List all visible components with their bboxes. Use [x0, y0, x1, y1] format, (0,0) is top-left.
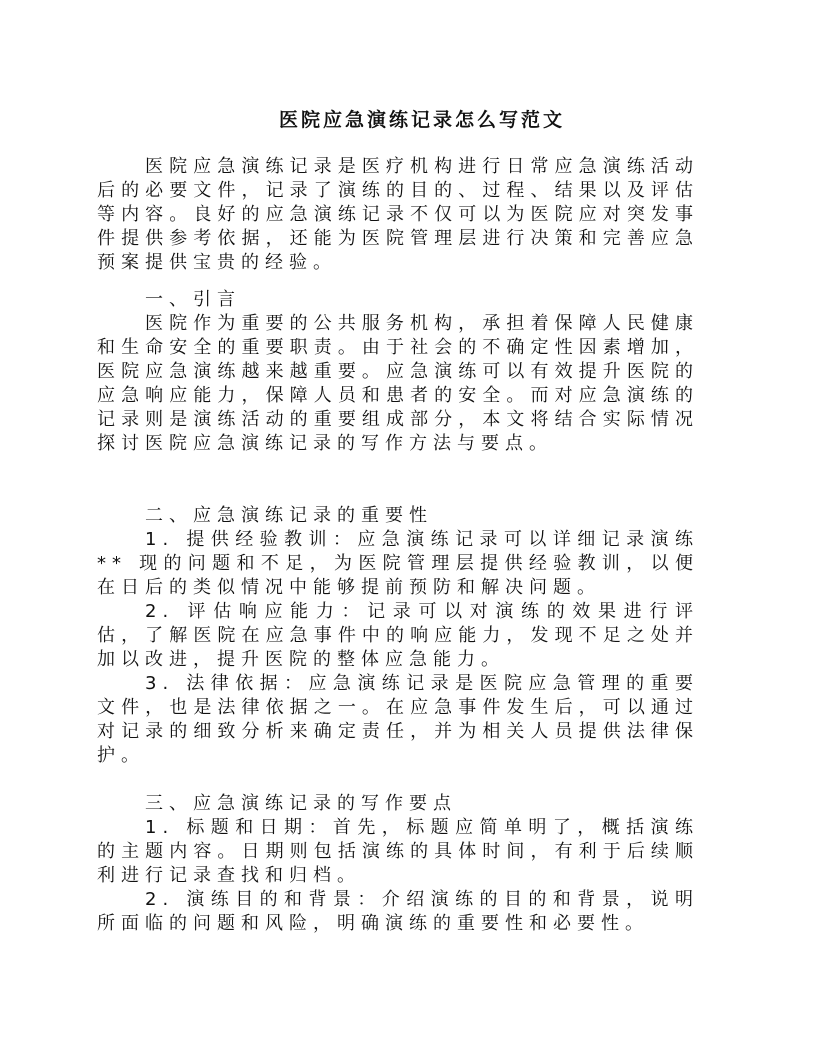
section-heading-2: 二、应急演练记录的重要性 — [145, 505, 433, 526]
intro-paragraph: 医院应急演练记录是医疗机构进行日常应急演练活动后的必要文件，记录了演练的目的、过程、结果以及评估等内容。良好的应急演练记录不仅可以为医院应对突发事件提供参考依据，还能为医院管理层进行决策和完善应急预案提供宝贵的经验。 — [97, 156, 699, 273]
section-3-item-2: 2. 演练目的和背景：介绍演练的目的和背景，说明所面临的问题和风险，明确演练的重要性和必要性。 — [97, 889, 699, 934]
document-title: 医院应急演练记录怎么写范文 — [278, 109, 565, 131]
section-2-item-3: 3. 法律依据：应急演练记录是医院应急管理的重要文件，也是法律依据之一。在应急事件发生后，可以通过对记录的细致分析来确定责任，并为相关人员提供法律保护。 — [97, 673, 699, 766]
section-2-item-2: 2. 评估响应能力：记录可以对演练的效果进行评估，了解医院在应急事件中的响应能力，发现不足之处并加以改进，提升医院的整体应急能力。 — [97, 601, 699, 670]
section-2-item-1: 1. 提供经验教训：应急演练记录可以详细记录演练 ** 现的问题和不足，为医院管理层提供经验教训，以便在日后的类似情况中能够提前预防和解决问题。 — [97, 529, 699, 598]
section-3-item-1: 1. 标题和日期：首先，标题应简单明了，概括演练的主题内容。日期则包括演练的具体时间，有利于后续顺利进行记录查找和归档。 — [97, 817, 699, 886]
section-heading-3: 三、应急演练记录的写作要点 — [145, 793, 457, 814]
section-heading-1: 一、引言 — [145, 289, 241, 310]
section-1-paragraph-1: 医院作为重要的公共服务机构，承担着保障人民健康和生命安全的重要职责。由于社会的不确定性因素增加，医院应急演练越来越重要。应急演练可以有效提升医院的应急响应能力，保障人员和患者的安全。而对应急演练的记录则是演练活动的重要组成部分，本文将结合实际情况探讨医院应急演练记录的写作方法与要点。 — [97, 313, 699, 454]
